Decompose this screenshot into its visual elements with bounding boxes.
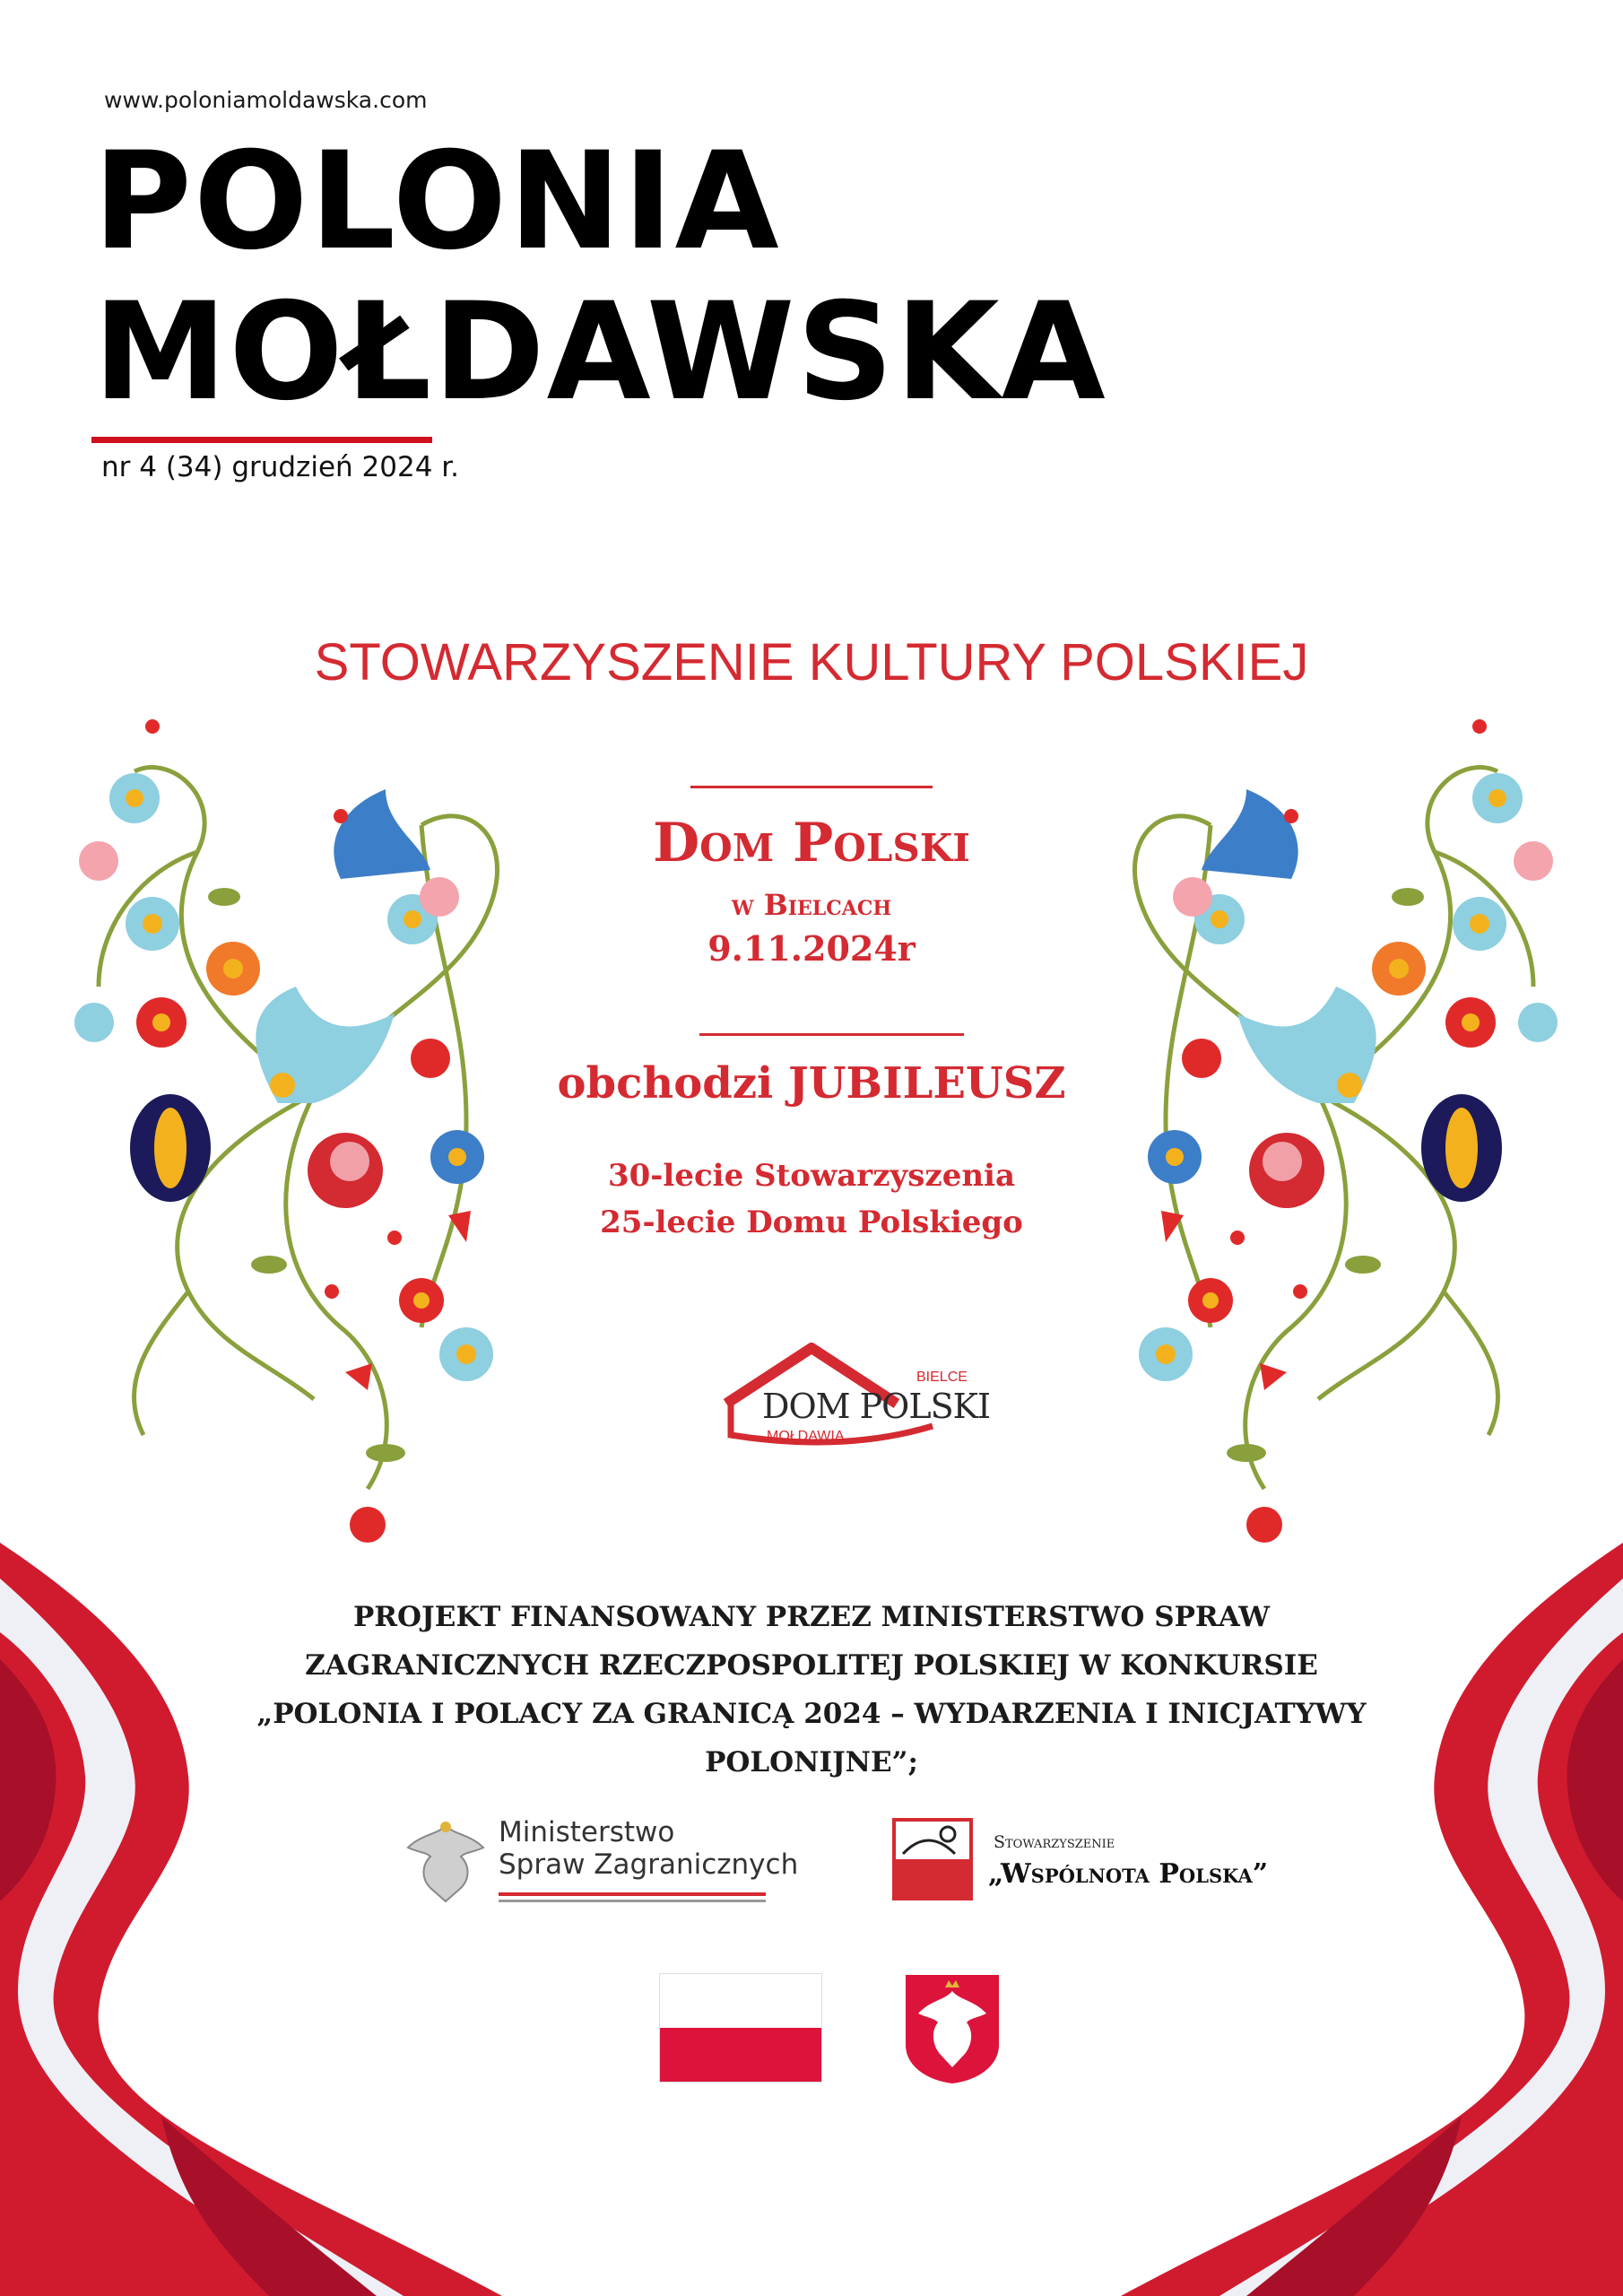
- eagle-emblem-icon: [404, 1816, 489, 1906]
- website-url[interactable]: www.poloniamoldawska.com: [104, 87, 428, 113]
- venue-place: w Bielcach: [731, 888, 892, 922]
- coat-of-arms-icon: [904, 1973, 1001, 2085]
- polish-flag: [659, 1973, 822, 2083]
- logo-city: BIELCE: [916, 1370, 968, 1385]
- logo-name: DOM POLSKI: [762, 1387, 990, 1426]
- association-name: „Wspólnota Polska”: [988, 1858, 1269, 1890]
- ministry-underline: [499, 1892, 766, 1896]
- ministry-name-line2: Spraw Zagranicznych: [499, 1848, 799, 1881]
- title-underline: [91, 437, 432, 443]
- venue-title: Dom Polski: [653, 812, 970, 874]
- ministry-name-line1: Ministerstwo: [499, 1816, 675, 1848]
- anniversary-association: 30-lecie Stowarzyszenia: [607, 1158, 1016, 1194]
- ministry-name: [499, 1816, 798, 1881]
- association-label: Stowarzyszenie: [994, 1832, 1115, 1852]
- issue-number: nr 4 (34) grudzień 2024 r.: [101, 451, 460, 483]
- magazine-title-line2: MOŁDAWSKA: [93, 274, 1107, 430]
- organization-heading: STOWARZYSZENIE KULTURY POLSKIEJ: [314, 633, 1309, 691]
- celebration-heading: obchodzi JUBILEUSZ: [557, 1058, 1066, 1109]
- wspolnota-polska-logo-icon: [892, 1818, 973, 1900]
- divider-top: [690, 786, 933, 788]
- event-date: 9.11.2024r: [707, 928, 916, 969]
- ministry-underline-grey: [499, 1900, 766, 1902]
- divider-middle: [699, 1033, 964, 1036]
- magazine-title-line1: POLONIA: [93, 124, 781, 280]
- logo-country: MOŁDAWIA: [767, 1429, 845, 1444]
- anniversary-house: 25-lecie Domu Polskiego: [600, 1205, 1023, 1240]
- funding-statement: PROJEKT FINANSOWANY PRZEZ MINISTERSTWO SPRAW ZAGRANICZNYCH RZECZPOSPOLITEJ POLSKIEJ W KONKURSIE „POLONIA I POLACY ZA GRANICĄ 2024 – WYDARZENIA I INICJATYWY POLONIJNE”;: [256, 1601, 1367, 1779]
